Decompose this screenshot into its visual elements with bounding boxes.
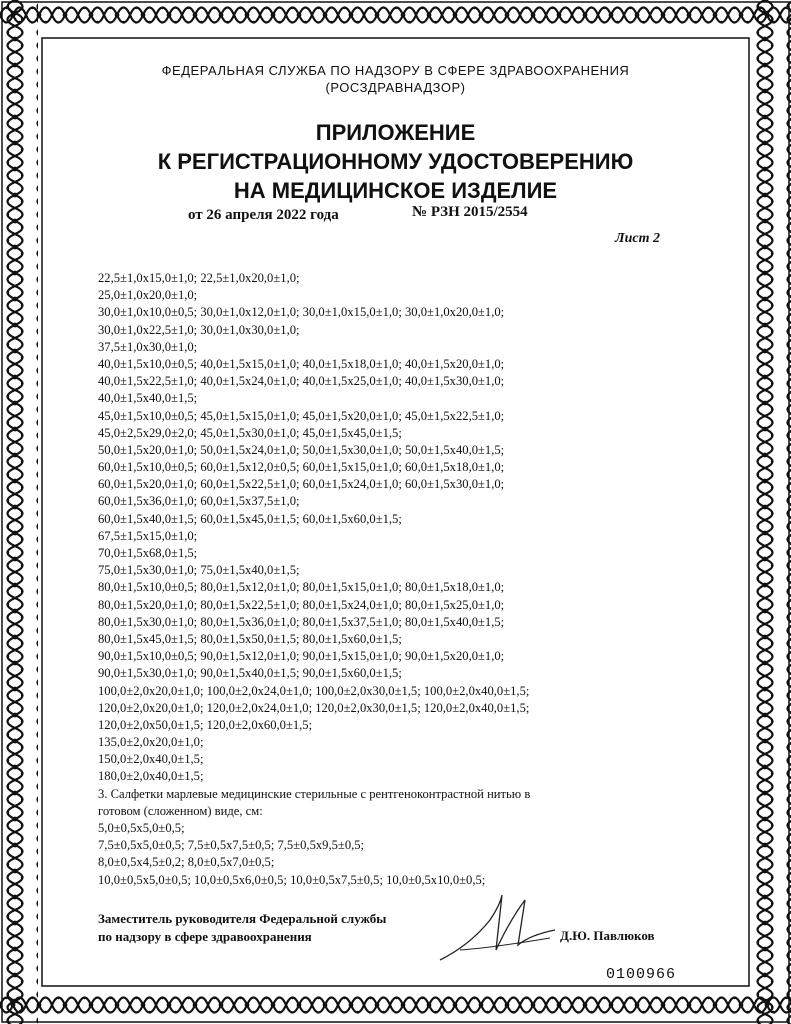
- list-line: 45,0±2,5x29,0±2,0; 45,0±1,5x30,0±1,0; 45,0±1,5x45,0±1,5;: [98, 425, 402, 440]
- list-line: 60,0±1,5x20,0±1,0; 60,0±1,5x22,5±1,0; 60,0±1,5x24,0±1,0; 60,0±1,5x30,0±1,0;: [98, 477, 505, 492]
- list-line: 120,0±2,0x20,0±1,0; 120,0±2,0x24,0±1,0; 120,0±2,0x30,0±1,5; 120,0±2,0x40,0±1,5;: [98, 700, 530, 715]
- list-line: 60,0±1,5x36,0±1,0; 60,0±1,5x37,5±1,0;: [98, 494, 300, 509]
- list-line: 60,0±1,5x10,0±0,5; 60,0±1,5x12,0±0,5; 60,0±1,5x15,0±1,0; 60,0±1,5x18,0±1,0;: [98, 460, 505, 475]
- list-line: 70,0±1,5x68,0±1,5;: [98, 546, 198, 560]
- list-line: 100,0±2,0x20,0±1,0; 100,0±2,0x24,0±1,0; 100,0±2,0x30,0±1,5; 100,0±2,0x40,0±1,5;: [98, 683, 530, 698]
- list-line: 90,0±1,5x30,0±1,0; 90,0±1,5x40,0±1,5; 90,0±1,5x60,0±1,5;: [98, 666, 402, 681]
- list-line: 150,0±2,0x40,0±1,5;: [98, 752, 204, 767]
- list-line: 60,0±1,5x40,0±1,5; 60,0±1,5x45,0±1,5; 60,0±1,5x60,0±1,5;: [98, 511, 402, 526]
- list-line: 10,0±0,5x5,0±0,5; 10,0±0,5x6,0±0,5; 10,0±0,5x7,5±0,5; 10,0±0,5x10,0±0,5;: [98, 872, 486, 887]
- list-line: 135,0±2,0x20,0±1,0;: [98, 735, 204, 750]
- document-title: [0, 118, 791, 205]
- list-line: 37,5±1,0x30,0±1,0;: [98, 339, 198, 354]
- agency-name: ФЕДЕРАЛЬНАЯ СЛУЖБА ПО НАДЗОРУ В СФЕРЕ ЗДРАВООХРАНЕНИЯ: [161, 63, 630, 78]
- list-line: 90,0±1,5x10,0±0,5; 90,0±1,5x12,0±1,0; 90,0±1,5x15,0±1,0; 90,0±1,5x20,0±1,0;: [98, 649, 505, 664]
- list-line: 8,0±0,5x4,5±0,2; 8,0±0,5x7,0±0,5;: [98, 855, 275, 870]
- list-line: 5,0±0,5x5,0±0,5;: [98, 821, 185, 835]
- list-line: 40,0±1,5x40,0±1,5;: [98, 391, 198, 406]
- list-line: 25,0±1,0x20,0±1,0;: [98, 288, 198, 303]
- sheet-number: Лист 2: [615, 231, 660, 246]
- list-line: 22,5±1,0x15,0±1,0; 22,5±1,0x20,0±1,0;: [98, 271, 300, 285]
- handwritten-signature: [430, 890, 560, 970]
- list-line: 50,0±1,5x20,0±1,0; 50,0±1,5x24,0±1,0; 50,0±1,5x30,0±1,0; 50,0±1,5x40,0±1,5;: [98, 442, 505, 457]
- signer-title: [98, 910, 386, 946]
- list-line: 40,0±1,5x22,5±1,0; 40,0±1,5x24,0±1,0; 40,0±1,5x25,0±1,0; 40,0±1,5x30,0±1,0;: [98, 374, 505, 389]
- list-line: 30,0±1,0x10,0±0,5; 30,0±1,0x12,0±1,0; 30,0±1,0x15,0±1,0; 30,0±1,0x20,0±1,0;: [98, 305, 505, 320]
- agency-header: [0, 62, 791, 96]
- size-list: [98, 270, 658, 889]
- form-serial-number: 0100966: [606, 966, 677, 983]
- list-line: готовом (сложенном) виде, см:: [98, 803, 263, 818]
- list-line: 80,0±1,5x30,0±1,0; 80,0±1,5x36,0±1,0; 80,0±1,5x37,5±1,0; 80,0±1,5x40,0±1,5;: [98, 614, 505, 629]
- list-line: 80,0±1,5x10,0±0,5; 80,0±1,5x12,0±1,0; 80,0±1,5x15,0±1,0; 80,0±1,5x18,0±1,0;: [98, 580, 505, 595]
- list-line: 80,0±1,5x45,0±1,5; 80,0±1,5x50,0±1,5; 80,0±1,5x60,0±1,5;: [98, 631, 402, 646]
- list-line: 80,0±1,5x20,0±1,0; 80,0±1,5x22,5±1,0; 80,0±1,5x24,0±1,0; 80,0±1,5x25,0±1,0;: [98, 597, 505, 612]
- title-line-3: НА МЕДИЦИНСКОЕ ИЗДЕЛИЕ: [233, 178, 558, 203]
- list-line: 75,0±1,5x30,0±1,0; 75,0±1,5x40,0±1,5;: [98, 563, 300, 578]
- list-line: 180,0±2,0x40,0±1,5;: [98, 769, 204, 784]
- list-line: 40,0±1,5x10,0±0,5; 40,0±1,5x15,0±1,0; 40,0±1,5x18,0±1,0; 40,0±1,5x20,0±1,0;: [98, 356, 505, 371]
- list-line: 67,5±1,5x15,0±1,0;: [98, 528, 198, 543]
- list-line: 7,5±0,5x5,0±0,5; 7,5±0,5x7,5±0,5; 7,5±0,5x9,5±0,5;: [98, 838, 365, 853]
- list-line: 3. Салфетки марлевые медицинские стерильные с рентгеноконтрастной нитью в: [98, 786, 531, 801]
- agency-abbreviation: (РОСЗДРАВНАДЗОР): [325, 80, 466, 95]
- title-line-2: К РЕГИСТРАЦИОННОМУ УДОСТОВЕРЕНИЮ: [157, 149, 634, 174]
- issue-date: от 26 апреля 2022 года: [188, 207, 339, 223]
- signer-title-line-1: Заместитель руководителя Федеральной службы: [98, 911, 387, 926]
- signer-name: Д.Ю. Павлюков: [560, 928, 655, 943]
- registration-number: № РЗН 2015/2554: [412, 204, 528, 220]
- list-line: 30,0±1,0x22,5±1,0; 30,0±1,0x30,0±1,0;: [98, 322, 300, 337]
- list-line: 45,0±1,5x10,0±0,5; 45,0±1,5x15,0±1,0; 45,0±1,5x20,0±1,0; 45,0±1,5x22,5±1,0;: [98, 408, 505, 423]
- list-line: 120,0±2,0x50,0±1,5; 120,0±2,0x60,0±1,5;: [98, 717, 313, 732]
- title-line-1: ПРИЛОЖЕНИЕ: [315, 120, 476, 145]
- signer-title-line-2: по надзору в сфере здравоохранения: [98, 929, 312, 944]
